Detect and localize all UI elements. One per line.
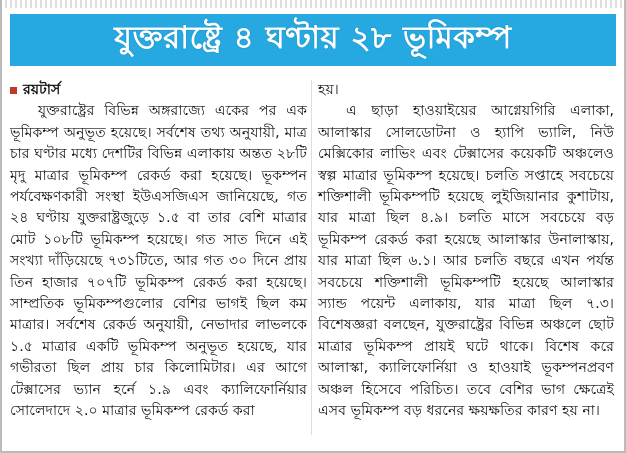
article-paragraph-1: যুক্তরাষ্ট্রের বিভিন্ন অঙ্গরাজ্যে একের পর এক ভূমিকম্প অনুভূত হয়েছে। সর্বশেষ তথ্য অনুযায়ী, মাত্র চার ঘণ্টার মধ্যে দেশটির বিভিন্ন এলাকায় অন্তত ২৮টি মৃদু মাত্রার ভূমিকম্প রেকর্ড করা হয়েছে। ভূকম্পন পর্যবেক্ষণকারী সংস্থা ইউএসজিএস জানিয়েছে, গত ২৪ ঘণ্টায় যুক্তরাষ্ট্রজুড়ে ১.৫ বা তার বেশি মাত্রার মোট ১০৮টি ভূমিকম্প হয়েছে। গত সাত দিনে এই সংখ্যা দাঁড়িয়েছে ৭৩১টিতে, আর গত ৩০ দিনে প্রায় তিন হাজার ৭০৭টি ভূমিকম্প রেকর্ড করা হয়েছে। সাম্প্রতিক ভূমিকম্পগুলোর বেশির ভাগই ছিল কম মাত্রার। সর্বশেষ রেকর্ড অনুযায়ী, নেভাদার লাভলকে ১.৫ মাত্রার একটি ভূমিকম্প অনুভূত হয়েছে, যার গভীরতা ছিল প্রায় চার কিলোমিটার। এর আগে টেক্সাসের ভ্যান হর্নে ১.৯ এবং ক্যালিফোর্নিয়ার সোলেদাদে ২.০ মাত্রার ভূমিকম্প রেকর্ড করা [10,103,307,420]
headline: যুক্তরাষ্ট্রে ৪ ঘণ্টায় ২৮ ভূমিকম্প [114,20,512,56]
byline-source: রয়টার্স [23,82,61,98]
headline-banner [10,14,616,66]
column-divider [311,80,312,435]
left-border [0,0,2,453]
article-column-left [10,80,307,423]
top-border-pattern [0,0,626,8]
byline [10,80,307,101]
article-paragraph-1-continued: হয়। [318,82,339,98]
article-column-right [318,80,614,423]
bullet-icon [10,87,17,94]
article-paragraph-2: এ ছাড়া হাওয়াইয়ের আগ্নেয়গিরি এলাকা, আলাস্কার সোলডোটনা ও হ্যাপি ভ্যালি, নিউ মেক্সিকোর লাভিং এবং টেক্সাসের কয়েকটি অঞ্চলেও স্বল্প মাত্রার ভূমিকম্প হয়েছে। চলতি সপ্তাহে সবচেয়ে শক্তিশালী ভূমিকম্পটি হয়েছে লুইজিয়ানার কুশাটায়, যার মাত্রা ছিল ৪.৯। চলতি মাসে সবচেয়ে বড় ভূমিকম্প রেকর্ড করা হয়েছে আলাস্কার উনালাস্কায়, যার মাত্রা ছিল ৬.১। আর চলতি বছরে এখন পর্যন্ত সবচেয়ে শক্তিশালী ভূমিকম্পটি হয়েছে আলাস্কার স্যান্ড পয়েন্ট এলাকায়, যার মাত্রা ছিল ৭.৩। বিশেষজ্ঞরা বলছেন, যুক্তরাষ্ট্রের বিভিন্ন অঞ্চলে ছোট মাত্রার ভূমিকম্প প্রায়ই ঘটে থাকে। বিশেষ করে আলাস্কা, ক্যালিফোর্নিয়া ও হাওয়াই ভূকম্পনপ্রবণ অঞ্চল হিসেবে পরিচিত। তবে বেশির ভাগ ক্ষেত্রেই এসব ভূমিকম্প বড় ধরনের ক্ষয়ক্ষতির কারণ হয় না। [318,103,614,420]
